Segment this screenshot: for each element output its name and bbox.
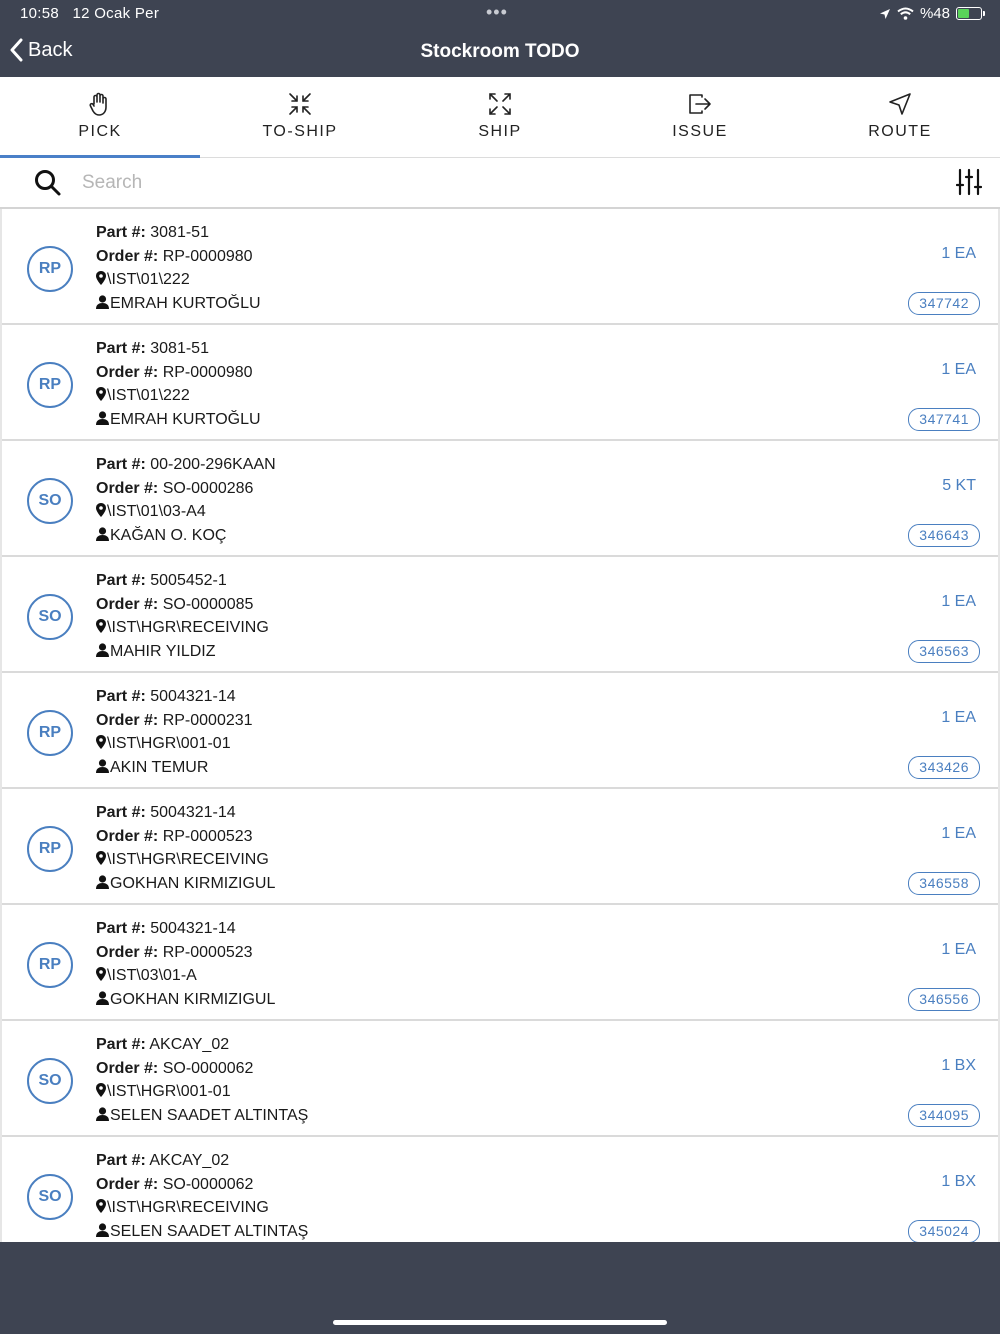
list-item[interactable] (2, 789, 998, 905)
part-number: 5004321-14 (150, 688, 236, 705)
order-type-badge: SO (27, 594, 73, 640)
map-pin-icon (96, 271, 106, 285)
order-type-badge: RP (27, 826, 73, 872)
tab-to-ship-label: TO-SHIP (262, 123, 338, 140)
location-text: \IST\HGR\001-01 (107, 735, 231, 753)
user-name: SELEN SAADET ALTINTAŞ (110, 1222, 309, 1240)
ticket-number-badge: 347741 (908, 408, 980, 431)
tab-ship-label: SHIP (478, 123, 522, 140)
location-line (96, 384, 261, 408)
tab-to-ship[interactable] (200, 77, 400, 157)
part-line (96, 337, 261, 361)
user-icon (96, 1107, 109, 1121)
part-line (96, 453, 276, 477)
part-label: Part #: (96, 804, 146, 821)
quantity: 1 EA (941, 709, 976, 726)
quantity: 1 EA (941, 245, 976, 262)
location-text: \IST\HGR\RECEIVING (107, 619, 269, 637)
tab-route-label: ROUTE (868, 123, 932, 140)
item-details (96, 337, 261, 431)
part-number: AKCAY_02 (149, 1036, 230, 1053)
navigation-bar (0, 28, 1000, 77)
part-label: Part #: (96, 456, 146, 473)
location-text: \IST\03\01-A (107, 967, 197, 985)
map-pin-icon (96, 619, 106, 633)
user-line (96, 1220, 308, 1242)
part-number: 5004321-14 (150, 920, 236, 937)
order-line (96, 941, 275, 965)
order-label: Order #: (96, 1059, 159, 1077)
location-line (96, 1196, 308, 1220)
list-item[interactable] (2, 673, 998, 789)
hand-icon (87, 91, 113, 117)
tab-pick-label: PICK (78, 123, 122, 140)
part-line (96, 1149, 308, 1173)
navigation-arrow-icon (887, 91, 913, 117)
map-pin-icon (96, 1083, 106, 1097)
location-line (96, 1080, 308, 1104)
compress-icon (287, 91, 313, 117)
home-indicator[interactable] (333, 1320, 667, 1325)
order-label: Order #: (96, 827, 159, 845)
part-number: AKCAY_02 (149, 1152, 230, 1169)
location-text: \IST\HGR\001-01 (107, 1083, 231, 1101)
order-line (96, 593, 269, 617)
user-name: GOKHAN KIRMIZIGUL (110, 990, 276, 1008)
part-label: Part #: (96, 1036, 146, 1053)
order-line (96, 477, 276, 501)
part-number: 5004321-14 (150, 804, 236, 821)
part-label: Part #: (96, 224, 146, 241)
ticket-number-badge: 344095 (908, 1104, 980, 1127)
expand-icon (487, 91, 513, 117)
list-item[interactable] (2, 325, 998, 441)
map-pin-icon (96, 735, 106, 749)
map-pin-icon (96, 1199, 106, 1213)
user-icon (96, 875, 109, 889)
order-number: RP-0000523 (162, 827, 253, 845)
order-type-badge: SO (27, 478, 73, 524)
ticket-number-badge: 347742 (908, 292, 980, 315)
order-type-badge: SO (27, 1058, 73, 1104)
quantity: 1 EA (941, 361, 976, 378)
location-text: \IST\01\03-A4 (107, 503, 206, 521)
order-line (96, 1173, 308, 1197)
item-details (96, 685, 253, 779)
order-type-badge: RP (27, 362, 73, 408)
item-details (96, 1033, 308, 1127)
part-line (96, 685, 253, 709)
part-number: 3081-51 (150, 340, 209, 357)
item-details (96, 1149, 308, 1242)
tab-issue[interactable] (600, 77, 800, 157)
order-label: Order #: (96, 595, 159, 613)
tab-bar (0, 77, 1000, 158)
part-number: 5005452-1 (150, 572, 227, 589)
user-name: EMRAH KURTOĞLU (110, 294, 261, 312)
multitasking-dots-icon[interactable]: ••• (486, 2, 508, 22)
tab-ship[interactable] (400, 77, 600, 157)
user-icon (96, 295, 109, 309)
user-icon (96, 991, 109, 1005)
order-number: SO-0000062 (162, 1059, 254, 1077)
order-label: Order #: (96, 943, 159, 961)
user-name: AKIN TEMUR (110, 758, 209, 776)
order-number: RP-0000980 (162, 247, 253, 265)
search-input[interactable] (80, 166, 884, 200)
location-line (96, 500, 276, 524)
part-number: 00-200-296KAAN (150, 456, 276, 473)
quantity: 1 BX (941, 1057, 976, 1074)
order-line (96, 709, 253, 733)
page-title: Stockroom TODO (420, 41, 580, 62)
location-text: \IST\HGR\RECEIVING (107, 851, 269, 869)
search-bar (0, 158, 1000, 209)
quantity: 1 EA (941, 941, 976, 958)
location-text: \IST\01\222 (107, 387, 190, 405)
location-line (96, 964, 275, 988)
part-label: Part #: (96, 340, 146, 357)
status-time: 10:58 12 Ocak Per (20, 5, 160, 22)
order-label: Order #: (96, 711, 159, 729)
tab-issue-label: ISSUE (672, 123, 728, 140)
user-line (96, 292, 261, 316)
order-number: SO-0000062 (162, 1175, 254, 1193)
user-name: EMRAH KURTOĞLU (110, 410, 261, 428)
search-icon[interactable] (33, 168, 63, 198)
order-label: Order #: (96, 479, 159, 497)
filter-sliders-icon[interactable] (956, 168, 982, 196)
order-number: SO-0000286 (162, 479, 254, 497)
map-pin-icon (96, 387, 106, 401)
order-label: Order #: (96, 1175, 159, 1193)
list-item[interactable] (2, 905, 998, 1021)
item-details (96, 917, 275, 1011)
quantity: 1 EA (941, 825, 976, 842)
location-text: \IST\01\222 (107, 271, 190, 289)
user-name: SELEN SAADET ALTINTAŞ (110, 1106, 309, 1124)
user-icon (96, 643, 109, 657)
bottom-area (0, 1242, 1000, 1334)
user-name: MAHIR YILDIZ (110, 642, 216, 660)
order-type-badge: SO (27, 1174, 73, 1220)
location-text: \IST\HGR\RECEIVING (107, 1199, 269, 1217)
quantity: 1 EA (941, 593, 976, 610)
tab-route[interactable] (800, 77, 1000, 157)
item-details (96, 221, 261, 315)
todo-list (0, 209, 1000, 1242)
list-item[interactable] (2, 557, 998, 673)
part-line (96, 801, 275, 825)
part-number: 3081-51 (150, 224, 209, 241)
order-type-badge: RP (27, 710, 73, 756)
map-pin-icon (96, 967, 106, 981)
ticket-number-badge: 343426 (908, 756, 980, 779)
order-line (96, 361, 261, 385)
part-label: Part #: (96, 688, 146, 705)
map-pin-icon (96, 851, 106, 865)
order-number: RP-0000523 (162, 943, 253, 961)
ticket-number-badge: 345024 (908, 1220, 980, 1242)
user-icon (96, 759, 109, 773)
quantity: 5 KT (942, 477, 976, 494)
order-number: RP-0000980 (162, 363, 253, 381)
location-line (96, 732, 253, 756)
order-number: SO-0000085 (162, 595, 254, 613)
map-pin-icon (96, 503, 106, 517)
user-name: KAĞAN O. KOÇ (110, 526, 227, 544)
status-bar (0, 0, 1000, 28)
item-details (96, 569, 269, 663)
user-icon (96, 411, 109, 425)
order-number: RP-0000231 (162, 711, 253, 729)
user-icon (96, 527, 109, 541)
user-line (96, 872, 275, 896)
battery-percent: %48 (919, 5, 950, 22)
list-item[interactable] (2, 441, 998, 557)
location-line (96, 616, 269, 640)
user-line (96, 408, 261, 432)
status-date: 12 Ocak Per (72, 5, 160, 22)
user-line (96, 524, 276, 548)
part-label: Part #: (96, 1152, 146, 1169)
order-label: Order #: (96, 247, 159, 265)
part-line (96, 569, 269, 593)
order-line (96, 1057, 308, 1081)
ticket-number-badge: 346643 (908, 524, 980, 547)
order-label: Order #: (96, 363, 159, 381)
sign-out-icon (687, 91, 713, 117)
part-line (96, 1033, 308, 1057)
ticket-number-badge: 346556 (908, 988, 980, 1011)
ticket-number-badge: 346563 (908, 640, 980, 663)
user-line (96, 640, 269, 664)
location-arrow-icon (879, 8, 891, 20)
list-item[interactable] (2, 1137, 998, 1242)
part-line (96, 221, 261, 245)
order-line (96, 825, 275, 849)
user-line (96, 1104, 308, 1128)
user-icon (96, 1223, 109, 1237)
order-type-badge: RP (27, 246, 73, 292)
user-line (96, 988, 275, 1012)
order-line (96, 245, 261, 269)
order-type-badge: RP (27, 942, 73, 988)
user-line (96, 756, 253, 780)
list-item[interactable] (2, 209, 998, 325)
status-indicators (879, 5, 982, 22)
list-item[interactable] (2, 1021, 998, 1137)
item-details (96, 801, 275, 895)
ticket-number-badge: 346558 (908, 872, 980, 895)
quantity: 1 BX (941, 1173, 976, 1190)
part-line (96, 917, 275, 941)
wifi-icon (897, 7, 914, 20)
battery-icon (956, 7, 982, 20)
user-name: GOKHAN KIRMIZIGUL (110, 874, 276, 892)
part-label: Part #: (96, 920, 146, 937)
location-line (96, 848, 275, 872)
back-label: Back (28, 38, 73, 61)
item-details (96, 453, 276, 547)
tab-pick[interactable] (0, 77, 200, 157)
location-line (96, 268, 261, 292)
part-label: Part #: (96, 572, 146, 589)
